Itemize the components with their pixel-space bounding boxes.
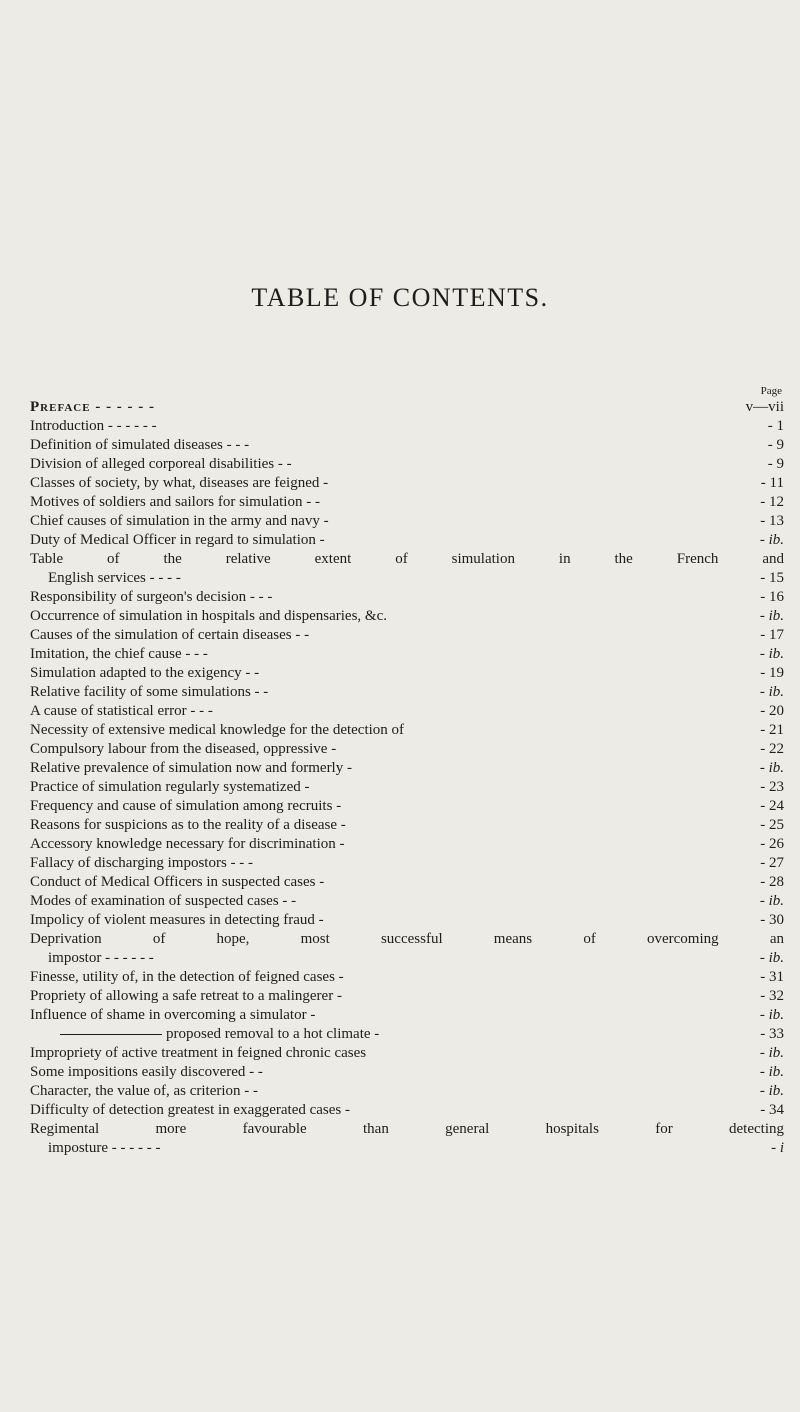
toc-entry	[30, 474, 784, 493]
entry-text: Difficulty of detection greatest in exaggerated cases -	[30, 1102, 351, 1118]
entry-page: - 26	[760, 836, 784, 852]
entry-page: - ib.	[759, 608, 784, 624]
toc-entry	[30, 588, 784, 607]
entry-text: Finesse, utility of, in the detection of feigned cases -	[30, 969, 344, 985]
toc-entry	[30, 1139, 784, 1158]
entry-text: Table of the relative extent of simulation in the French and	[30, 551, 784, 567]
entry-page: - 20	[760, 703, 784, 719]
toc-entry	[30, 417, 784, 436]
toc-entry	[30, 607, 784, 626]
entry-page: - ib.	[759, 532, 784, 548]
entry-page: - 9	[767, 437, 784, 453]
entry-page: - 1	[767, 418, 784, 434]
toc-entry	[30, 626, 784, 645]
toc-entry	[30, 854, 784, 873]
entry-text: English services - - - -	[48, 570, 181, 586]
entry-page: - ib.	[759, 950, 784, 966]
entry-text: Chief causes of simulation in the army and navy -	[30, 513, 329, 529]
toc-entry	[30, 968, 784, 987]
toc-entry	[30, 1120, 784, 1139]
entry-text: Simulation adapted to the exigency - -	[30, 665, 260, 681]
entry-text: Practice of simulation regularly systematized -	[30, 779, 310, 795]
entry-text: Accessory knowledge necessary for discrimination -	[30, 836, 345, 852]
entry-text: Relative facility of some simulations - -	[30, 684, 269, 700]
toc-entry	[30, 436, 784, 455]
entry-page: - ib.	[759, 1083, 784, 1099]
toc-entry	[30, 398, 784, 417]
entry-page: - 11	[760, 475, 784, 491]
entry-text: Reasons for suspicions as to the reality of a disease -	[30, 817, 346, 833]
entry-page: - ib.	[759, 1064, 784, 1080]
toc-entry	[30, 949, 784, 968]
entry-text: Conduct of Medical Officers in suspected cases -	[30, 874, 325, 890]
entry-page: - ib.	[759, 893, 784, 909]
entry-page: - 27	[760, 855, 784, 871]
entry-page: - ib.	[759, 1045, 784, 1061]
toc-entry	[30, 930, 784, 949]
entry-text: Influence of shame in overcoming a simulator -	[30, 1007, 316, 1023]
entry-text: Responsibility of surgeon's decision - - -	[30, 589, 273, 605]
entry-page: v—vii	[745, 399, 784, 415]
toc-entry	[30, 512, 784, 531]
entry-text: impostor - - - - - -	[48, 950, 154, 966]
entry-page: - 34	[760, 1102, 784, 1118]
entry-page: - 33	[760, 1026, 784, 1042]
entry-page: - 32	[760, 988, 784, 1004]
toc-entry	[30, 1063, 784, 1082]
entry-page: - 9	[767, 456, 784, 472]
page-title: TABLE OF CONTENTS.	[251, 283, 549, 312]
toc-entry	[30, 1044, 784, 1063]
toc-entry	[30, 550, 784, 569]
toc-entry	[30, 1006, 784, 1025]
entry-text: Propriety of allowing a safe retreat to a malingerer -	[30, 988, 342, 1004]
entry-text: imposture - - - - - -	[48, 1140, 161, 1156]
entry-page: - 24	[760, 798, 784, 814]
toc-entry	[30, 569, 784, 588]
entry-text: Imitation, the chief cause - - -	[30, 646, 208, 662]
toc-entry	[30, 759, 784, 778]
page-column-header: Page	[760, 385, 782, 397]
entry-text: Occurrence of simulation in hospitals and dispensaries, &c.	[30, 608, 387, 624]
entry-page: - 23	[760, 779, 784, 795]
toc-entry	[30, 455, 784, 474]
toc-entry	[30, 797, 784, 816]
entry-page: - 13	[760, 513, 784, 529]
entry-page: - 16	[760, 589, 784, 605]
entry-page: - 12	[760, 494, 784, 510]
entry-text: Introduction - - - - - -	[30, 418, 157, 434]
toc-entry	[30, 493, 784, 512]
toc-entry	[30, 835, 784, 854]
entry-page: - 21	[760, 722, 784, 738]
toc-entry	[30, 987, 784, 1006]
entry-text: Necessity of extensive medical knowledge for the detection of	[30, 722, 405, 738]
entry-text: Compulsory labour from the diseased, oppressive -	[30, 741, 337, 757]
toc-entry	[30, 664, 784, 683]
entry-page: - i	[771, 1140, 784, 1156]
toc-entry	[30, 892, 784, 911]
entry-page: - 31	[760, 969, 784, 985]
entry-page: - ib.	[759, 684, 784, 700]
entry-page: - 25	[760, 817, 784, 833]
entry-page: - 17	[760, 627, 784, 643]
toc-entry	[30, 873, 784, 892]
entry-page: - ib.	[759, 760, 784, 776]
toc-entry	[30, 531, 784, 550]
entry-text: Causes of the simulation of certain diseases - -	[30, 627, 310, 643]
toc-entry	[30, 1101, 784, 1120]
entry-text: Deprivation of hope, most successful means of overcoming an	[30, 931, 784, 947]
entry-page: - 22	[760, 741, 784, 757]
entry-text: Duty of Medical Officer in regard to simulation -	[30, 532, 325, 548]
toc-entry	[30, 721, 784, 740]
entry-text: Preface - - - - - -	[30, 399, 156, 415]
entry-page: - 28	[760, 874, 784, 890]
entry-text: Relative prevalence of simulation now and formerly -	[30, 760, 352, 776]
toc-entry	[30, 911, 784, 930]
entry-page: - ib.	[759, 646, 784, 662]
entry-text: Division of alleged corporeal disabilities - -	[30, 456, 292, 472]
entry-text: Frequency and cause of simulation among recruits -	[30, 798, 342, 814]
toc-entry	[30, 778, 784, 797]
toc-entry	[30, 1082, 784, 1101]
entry-text: proposed removal to a hot climate -	[30, 1025, 379, 1044]
entry-text: A cause of statistical error - - -	[30, 703, 213, 719]
toc-entry	[30, 702, 784, 721]
entry-text: Impolicy of violent measures in detecting fraud -	[30, 912, 324, 928]
entry-page: - 30	[760, 912, 784, 928]
entry-text: Fallacy of discharging impostors - - -	[30, 855, 254, 871]
entry-text: Motives of soldiers and sailors for simulation - -	[30, 494, 320, 510]
entry-page: - ib.	[759, 1007, 784, 1023]
toc-entry	[30, 683, 784, 702]
entry-text: Impropriety of active treatment in feigned chronic cases	[30, 1045, 367, 1061]
entry-text: Classes of society, by what, diseases are feigned -	[30, 475, 329, 491]
entry-page: - 19	[760, 665, 784, 681]
entry-text: Character, the value of, as criterion - -	[30, 1083, 259, 1099]
entry-text: Modes of examination of suspected cases - -	[30, 893, 297, 909]
toc-entry	[30, 816, 784, 835]
entry-page: - 15	[760, 570, 784, 586]
toc-entry	[30, 645, 784, 664]
toc-entry	[30, 740, 784, 759]
toc-entry	[30, 1025, 784, 1044]
entry-text: Regimental more favourable than general hospitals for detecting	[30, 1121, 784, 1137]
toc-list	[30, 398, 784, 1158]
entry-text: Some impositions easily discovered - -	[30, 1064, 263, 1080]
entry-text: Definition of simulated diseases - - -	[30, 437, 250, 453]
